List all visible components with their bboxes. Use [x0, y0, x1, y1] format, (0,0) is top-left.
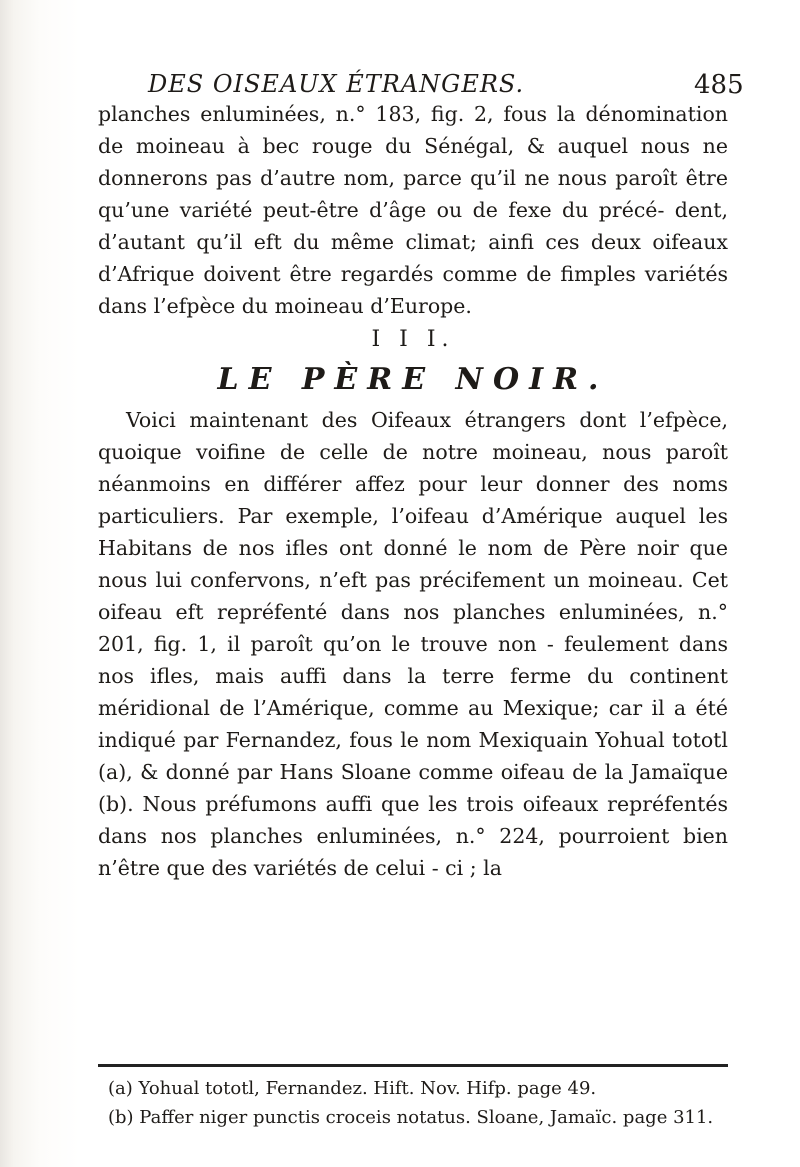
footnotes — [108, 1074, 728, 1132]
page-number: 485 — [694, 70, 744, 100]
text-line: été indiqué par Fernandez, fous le nom Mexiquain Yohual — [98, 696, 728, 752]
text-line: de moineau à bec rouge du Sénégal, & auquel nous ne — [98, 134, 728, 158]
text-line: être qu’une variété peut-être d’âge ou de fexe du précé- — [98, 166, 728, 222]
footnote-rule — [98, 1064, 728, 1067]
body-text — [98, 98, 728, 884]
text-line: Cet oifeau eft repréfenté dans nos planches enluminées, — [98, 568, 728, 624]
section-title: LE PÈRE NOIR. — [217, 362, 609, 397]
text-line: dent, d’autant qu’il eft du même climat; ainfi ces deux — [98, 198, 728, 254]
section-number: I I I. — [371, 327, 455, 352]
main-paragraph — [98, 404, 728, 884]
text-line: oifeaux repréfentés dans nos planches enluminées, n.° 224, — [98, 792, 728, 848]
text-line: nous lui confervons, n’eft pas précifement un moineau. — [98, 568, 684, 592]
footnote-a: (a) Yohual tototl, Fernandez. Hift. Nov. Hifp. page 49. — [108, 1078, 597, 1099]
text-line: oifeaux d’Afrique doivent être regardés comme de fimples — [98, 230, 728, 286]
text-line: pourroient bien n’être que des variétés de celui - ci ; la — [98, 824, 728, 880]
text-line: Voici maintenant des Oifeaux étrangers dont l’efpèce, — [126, 408, 728, 432]
text-line: donnerons pas d’autre nom, parce qu’il ne nous paroît — [98, 166, 678, 190]
text-line: la Jamaïque (b). Nous préfumons auffi que les trois — [98, 760, 728, 816]
text-line: planches enluminées, n.° 183, fig. 2, fous la dénomination — [98, 102, 728, 126]
text-line: n.° 201, fig. 1, il paroît qu’on le trouve non - feulement — [98, 600, 728, 656]
text-line: néanmoins en différer affez pour leur donner des noms — [98, 472, 728, 496]
footnote-b: (b) Paffer niger punctis croceis notatus. Sloane, Jamaïc. page 311. — [108, 1107, 714, 1128]
text-line: variétés dans l’efpèce du moineau d’Europe. — [98, 262, 728, 318]
text-line: Habitans de nos ifles ont donné le nom de Père noir que — [98, 536, 728, 560]
intro-paragraph — [98, 98, 728, 322]
text-line: dans nos ifles, mais auffi dans la terre ferme du continent — [98, 632, 728, 688]
running-title: DES OISEAUX ÉTRANGERS. — [148, 70, 525, 98]
text-line: quoique voifine de celle de notre moineau, nous paroît — [98, 440, 728, 464]
text-line: tototl (a), & donné par Hans Sloane comme oifeau de — [98, 728, 728, 784]
text-line: particuliers. Par exemple, l’oifeau d’Amérique auquel les — [98, 504, 728, 528]
text-line: méridional de l’Amérique, comme au Mexique; car il a — [98, 696, 687, 720]
